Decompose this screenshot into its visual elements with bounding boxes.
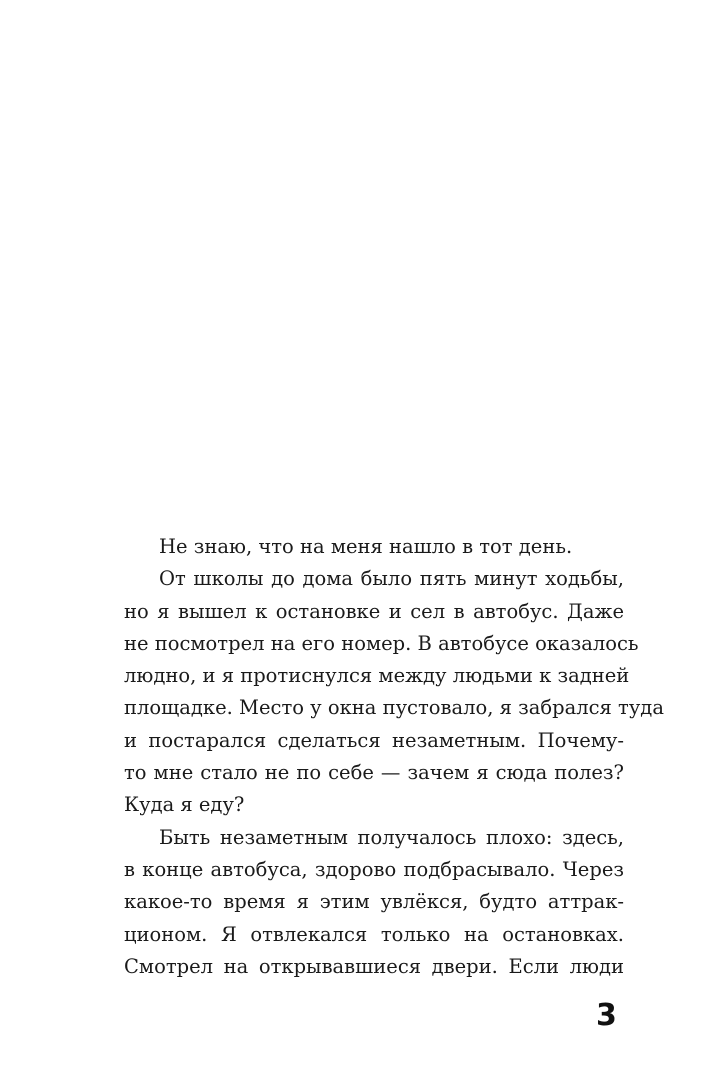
text-line: От школы до дома было пять минут ходьбы, [159,567,624,591]
text-line: площадке. Место у окна пустовало, я забрался туда [124,696,664,720]
text-line: людно, и я протиснулся между людьми к задней [124,664,630,688]
text-line: ционом. Я отвлекался только на остановках. [124,922,624,946]
text-line: Быть незаметным получалось плохо: здесь, [159,825,624,849]
text-line: Смотрел на открывавшиеся двери. Если люди [124,954,624,978]
text-line: то мне стало не по себе — зачем я сюда полез? [124,761,624,785]
text-line: какое-то время я этим увлёкся, будто аттрак- [124,890,624,914]
text-line: Куда я еду? [124,793,245,817]
text-line: но я вышел к остановке и сел в автобус. Даже [124,599,624,623]
text-line: Не знаю, что на меня нашло в тот день. [159,535,573,558]
body-text [124,531,664,983]
text-line: и постарался сделаться незаметным. Почему- [124,728,624,752]
text-line: в конце автобуса, здорово подбрасывало. Через [124,857,624,881]
page-number: 3 [596,998,617,1033]
text-line: не посмотрел на его номер. В автобусе оказалось [124,631,639,655]
